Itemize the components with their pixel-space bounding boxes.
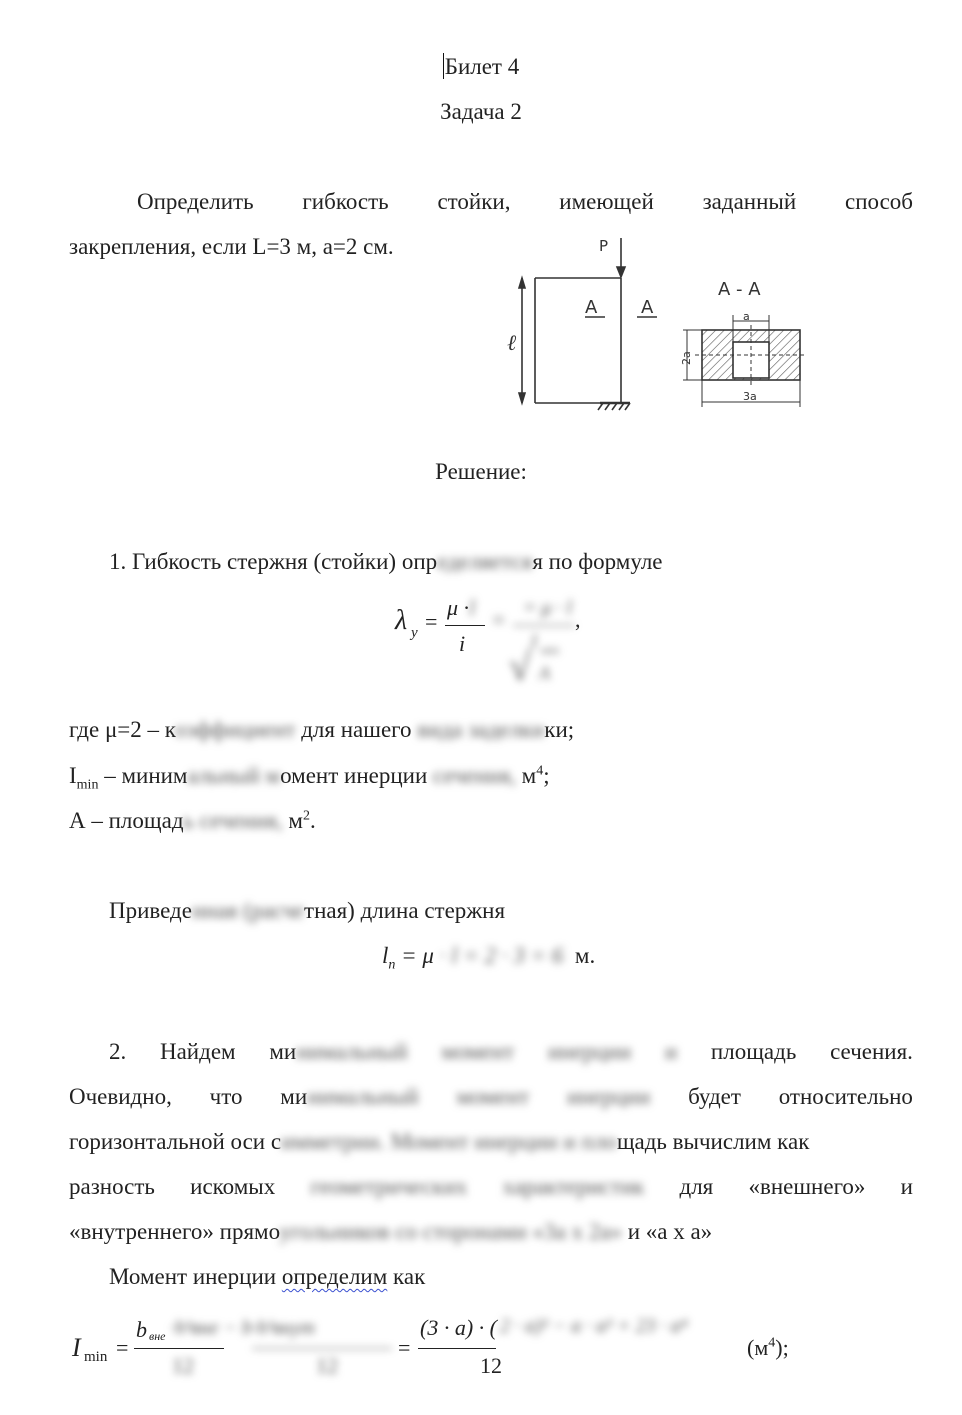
- length-label: ℓ: [507, 331, 517, 356]
- task-title: Задача 2: [440, 99, 522, 124]
- step1-text: 1. Гибкость стержня (стойки) определяетсяя по формуле: [109, 549, 663, 574]
- word: Определить: [137, 189, 254, 214]
- reduced-length-text: Приведенная (расчетная) длина стержня: [109, 898, 506, 923]
- step2-line-4: разность искомых геометрических характеристик для «внешнего» и: [69, 1174, 913, 1199]
- reduced-length-formula: $l_n = \mu \cdot l = 2 \cdot 3 = 6$ м.: [382, 943, 596, 973]
- word: заданный: [702, 189, 797, 214]
- section-mark-left: A: [585, 297, 598, 318]
- section-mark-right: A: [641, 297, 654, 318]
- step2-line-3: горизонтальной оси симметрии. Момент инерции и площадь вычислим как: [69, 1129, 810, 1154]
- column-figure: [505, 235, 815, 420]
- word: стойки,: [437, 189, 511, 214]
- step2-line-1: 2. Найдем минимальный момент инерции и площадь сечения.: [109, 1039, 913, 1064]
- spellcheck-underline: определим: [281, 1264, 388, 1289]
- flexibility-formula: λ y = μ · l i = = μ · l √ I min A ,: [395, 595, 581, 689]
- height-dimension-label: 2a: [680, 351, 693, 365]
- word: гибкость: [302, 189, 389, 214]
- step2-line-2: Очевидно, что минимальный момент инерции будет относительно: [69, 1084, 913, 1109]
- word: способ: [844, 189, 913, 214]
- ticket-title: Билет 4: [444, 54, 520, 79]
- moment-text: Момент инерции определим как: [109, 1264, 426, 1289]
- solution-heading: Решение:: [435, 459, 527, 484]
- where-line-2: $I_{min}$ – минимальный момент инерции сечения, $м^4$;: [69, 763, 550, 793]
- inner-dimension-label: a: [743, 310, 750, 323]
- text-cursor: [443, 53, 444, 79]
- load-label: P: [599, 237, 609, 255]
- where-line-1: где μ=2 – коэффициент для нашего вида заделкики;: [69, 717, 575, 742]
- section-title: A - A: [718, 279, 761, 300]
- moment-formula: I min = b вне ·h³вне − b·h³внут 12 12 = (3 · a) · ( 12 2 · a)³ − a · a³ + 23 · a⁴ $(м^4)$;: [72, 1315, 789, 1378]
- problem-line-1: [137, 188, 913, 216]
- problem-line-2: закрепления, если L=3 м, а=2 см.: [69, 234, 394, 259]
- step2-line-5: «внутреннего» прямоугольников со сторонами «3a x 2a» и «а х а»: [69, 1219, 713, 1244]
- width-dimension-label: 3a: [743, 390, 757, 403]
- load-arrow-head: [617, 267, 625, 277]
- blurred-formula-part: = = μ · l √ I min A: [487, 599, 577, 689]
- word: имеющей: [559, 189, 654, 214]
- where-line-3: А – площадь сечения, $м^2$.: [69, 808, 316, 833]
